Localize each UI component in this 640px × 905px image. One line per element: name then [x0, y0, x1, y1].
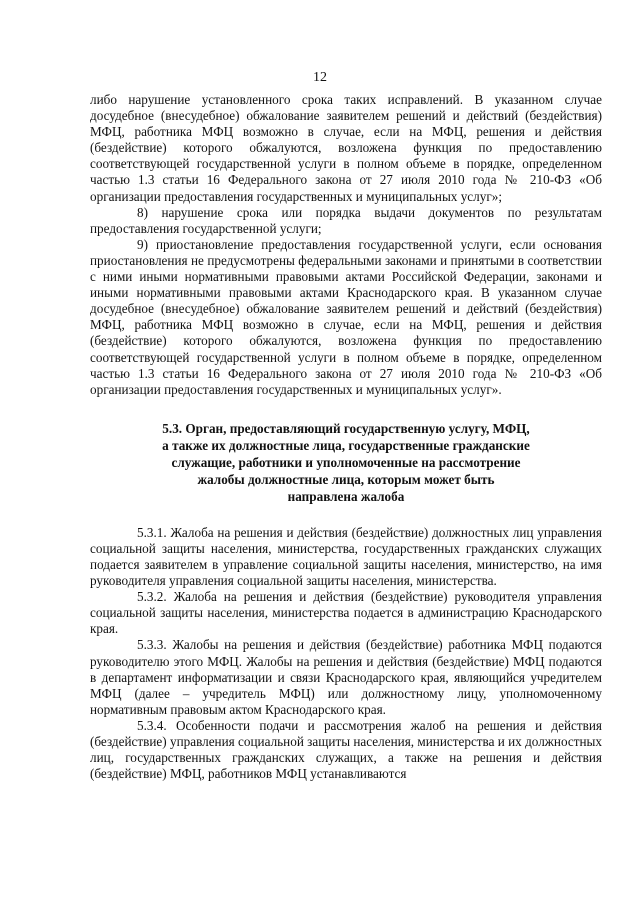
- heading-line: служащие, работники и уполномоченные на рассмотрение: [171, 454, 521, 470]
- heading-line: жалобы должностные лица, которым может быть: [197, 471, 495, 487]
- paragraph-5-3-3: 5.3.3. Жалобы на решения и действия (бездействие) работника МФЦ подаются руководителю этого МФЦ. Жалобы на решения и действия (бездействие) МФЦ подаются в департамент информатизации и связи Краснодарского края, являющийся учредителем МФЦ (далее – учредитель МФЦ) или должностному лицу, уполномоченному нормативным правовым актом Краснодарского края.: [90, 637, 602, 717]
- heading-line: 5.3. Орган, предоставляющий государственную услугу, МФЦ,: [162, 420, 530, 436]
- heading-line: направлена жалоба: [287, 488, 405, 504]
- paragraph-continuation: либо нарушение установленного срока таких исправлений. В указанном случае досудебное (внесудебное) обжалование заявителем решений и действий (бездействия) МФЦ, работника МФЦ возможно в случае, если на МФЦ, решения и действия (бездействие) которого обжалуются, возложена функция по предоставлению соответствующей государственной услуги в полном объеме в порядке, определенном частью 1.3 статьи 16 Федерального закона от 27 июля 2010 года № 210-ФЗ «Об организации предоставления государственных и муниципальных услуг»;: [90, 92, 602, 204]
- paragraph-item-9: 9) приостановление предоставления государственной услуги, если основания приостановления не предусмотрены федеральными законами и принятыми в соответствии с ними иными нормативными правовыми актами Российской Федерации, законами и иными нормативными правовыми актами Краснодарского края. В указанном случае досудебное (внесудебное) обжалование заявителем решений и действий (бездействия) МФЦ, работника МФЦ возможно в случае, если на МФЦ, решения и действия (бездействие) которого обжалуются, возложена функция по предоставлению соответствующей государственной услуги в полном объеме в порядке, определенном частью 1.3 статьи 16 Федерального закона от 27 июля 2010 года № 210-ФЗ «Об организации предоставления государственных и муниципальных услуг».: [90, 236, 602, 397]
- section-heading: [90, 420, 602, 505]
- page-number: 12: [313, 70, 327, 85]
- paragraph-5-3-1: 5.3.1. Жалоба на решения и действия (бездействие) должностных лиц управления социальной защиты населения, министерства, государственных гражданских служащих подается заявителем в управление социальной защиты населения, министерство, на имя руководителя управления социальной защиты населения, министерства.: [90, 524, 602, 589]
- heading-line: а также их должностные лица, государственные гражданские: [162, 437, 530, 453]
- paragraph-5-3-2: 5.3.2. Жалоба на решения и действия (бездействие) руководителя управления социальной защиты населения, министерства подается в администрацию Краснодарского края.: [90, 589, 602, 637]
- paragraph-5-3-4: 5.3.4. Особенности подачи и рассмотрения жалоб на решения и действия (бездействие) управления социальной защиты населения, министерства и их должностных лиц, государственных гражданских служащих, а также на решения и действия (бездействие) МФЦ, работников МФЦ устанавливаются: [90, 717, 602, 782]
- document-body: [90, 92, 602, 782]
- paragraph-item-8: 8) нарушение срока или порядка выдачи документов по результатам предоставления государственной услуги;: [90, 204, 602, 236]
